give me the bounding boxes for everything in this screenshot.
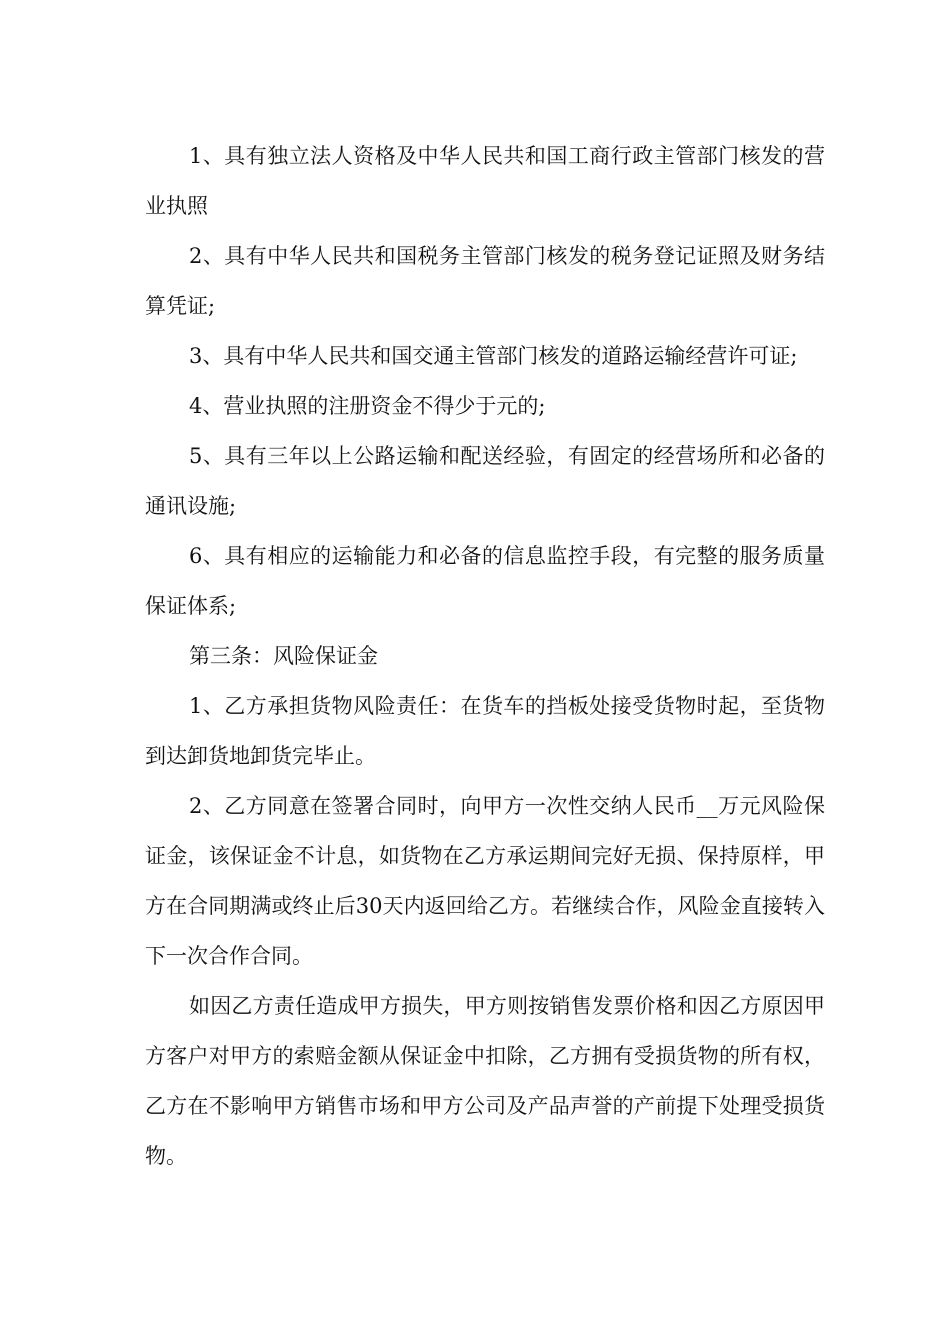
- clause-item-3: 3、具有中华人民共和国交通主管部门核发的道路运输经营许可证;: [189, 344, 798, 368]
- clause-item-1: 1、具有独立法人资格及中华人民共和国工商行政主管部门核发的营业执照: [145, 144, 825, 218]
- clause-item-4: 4、营业执照的注册资金不得少于元的;: [189, 394, 546, 418]
- risk-clause-2: 2、乙方同意在签署合同时，向甲方一次性交纳人民币__万元风险保证金，该保证金不计息，如货物在乙方承运期间完好无损、保持原样，甲方在合同期满或终止后30天内返回给乙方。若继续合作，风险金直接转入下一次合作合同。: [145, 794, 825, 968]
- clause-item-2: 2、具有中华人民共和国税务主管部门核发的税务登记证照及财务结算凭证;: [145, 244, 825, 318]
- section-heading: 第三条：风险保证金: [189, 644, 378, 668]
- clause-item-5: 5、具有三年以上公路运输和配送经验，有固定的经营场所和必备的通讯设施;: [145, 444, 825, 518]
- clause-item-6: 6、具有相应的运输能力和必备的信息监控手段，有完整的服务质量保证体系;: [145, 544, 825, 618]
- compensation-paragraph: 如因乙方责任造成甲方损失，甲方则按销售发票价格和因乙方原因甲方客户对甲方的索赔金额从保证金中扣除，乙方拥有受损货物的所有权，乙方在不影响甲方销售市场和甲方公司及产品声誉的产前提下处理受损货物。: [145, 994, 825, 1168]
- risk-clause-1: 1、乙方承担货物风险责任：在货车的挡板处接受货物时起，至货物到达卸货地卸货完毕止。: [145, 694, 825, 768]
- document-body: [145, 131, 825, 1181]
